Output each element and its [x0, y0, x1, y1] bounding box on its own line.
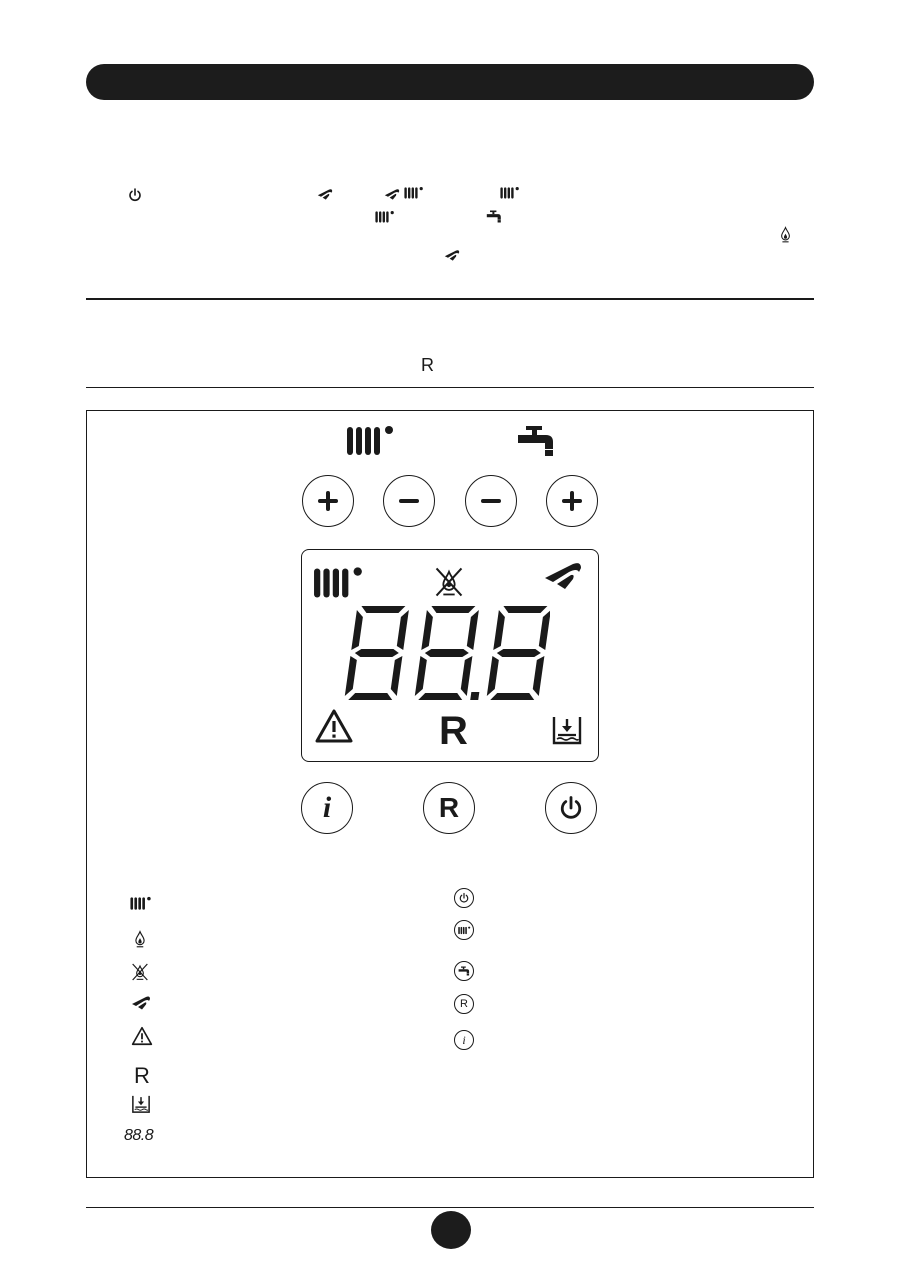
reset-symbol-inline: R: [421, 355, 434, 375]
lcd-no-flame-icon: [432, 565, 466, 599]
legend-chimney-sweep-icon: [131, 995, 151, 1010]
chimney-sweep-icon: [444, 249, 460, 261]
heating-plus-button[interactable]: [302, 475, 354, 527]
divider: [86, 298, 814, 300]
reset-button[interactable]: [423, 782, 475, 834]
legend-heating-button-icon: [454, 920, 474, 940]
heating-minus-button[interactable]: [383, 475, 435, 527]
legend-reset-button-icon: [454, 994, 474, 1014]
lcd-warning-icon: [314, 708, 354, 744]
power-button[interactable]: [545, 782, 597, 834]
chimney-sweep-icon: [317, 188, 333, 200]
legend-reset-icon: R: [134, 1063, 150, 1088]
footer-divider: [86, 1207, 814, 1208]
lcd-reset-indicator: R: [439, 709, 468, 753]
lcd-radiator-icon: [313, 566, 365, 600]
radiator-icon: [375, 210, 395, 224]
lcd-pressure-icon: [551, 714, 583, 746]
legend-no-flame-icon: [130, 962, 150, 982]
legend-pressure-icon: [131, 1094, 151, 1114]
chimney-sweep-icon: [384, 188, 400, 200]
lcd-chimney-sweep-icon: [543, 560, 583, 590]
legend-info-symbol: i: [462, 1033, 466, 1047]
dhw-plus-button[interactable]: [546, 475, 598, 527]
divider: [86, 387, 814, 388]
section-header-bar: [86, 64, 814, 100]
legend-warning-icon: [131, 1026, 153, 1046]
legend-power-button-icon: [454, 888, 474, 908]
page-number-badge: [431, 1211, 471, 1249]
info-symbol: i: [322, 791, 332, 824]
page-number: [431, 1211, 471, 1249]
legend-reset-symbol: R: [460, 997, 468, 1010]
legend-digits-icon: 88.8: [124, 1127, 154, 1144]
legend-flame-icon: [134, 930, 146, 948]
reset-symbol: R: [438, 792, 460, 823]
dhw-minus-button[interactable]: [465, 475, 517, 527]
radiator-icon: [500, 186, 520, 200]
lcd-seven-segment-digits: [340, 602, 550, 704]
heating-radiator-icon: [346, 425, 396, 457]
tap-icon: [486, 210, 502, 223]
legend-dhw-button-icon: [454, 961, 474, 981]
radiator-icon: [404, 186, 424, 200]
power-icon: [127, 187, 143, 203]
legend-info-button-icon: [454, 1030, 474, 1050]
info-button[interactable]: [301, 782, 353, 834]
flame-icon: [780, 226, 791, 243]
dhw-tap-icon: [516, 425, 556, 457]
legend-radiator-icon: [130, 896, 152, 911]
